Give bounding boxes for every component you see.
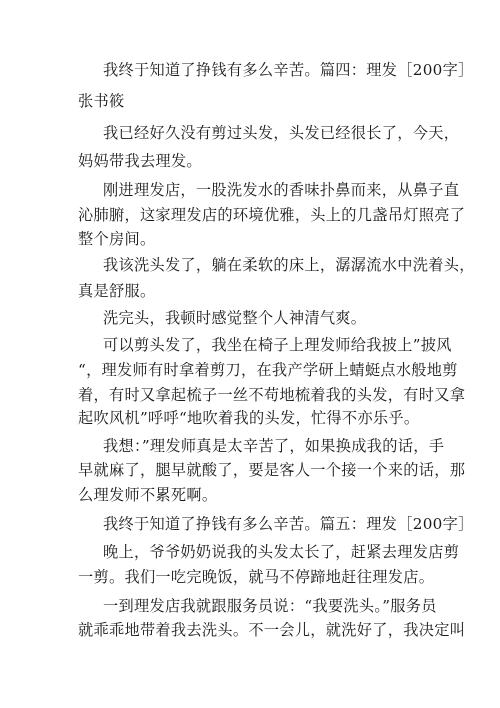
essay-title-four: 我终于知道了挣钱有多么辛苦。篇四：理发［200字］ xyxy=(103,61,474,79)
paragraph-line: 洗完头，我顿时感觉整个人神清气爽。 xyxy=(103,309,367,327)
paragraph-line: 早就麻了，腿早就酸了，要是客人一个接一个来的话，那 xyxy=(78,461,466,479)
essay-title-five: 我终于知道了挣钱有多么辛苦。篇五：理发［200字］ xyxy=(103,515,474,533)
paragraph-line: “，理发师有时拿着剪刀，在我产学研上蜻蜓点水般地剪 xyxy=(78,361,458,379)
author-name: 张书筱 xyxy=(78,92,125,110)
paragraph-line: 晚上，爷爷奶奶说我的头发太长了，赶紧去理发店剪 xyxy=(103,543,460,561)
paragraph-line: 起吹风机”呼呼“地吹着我的头发，忙得不亦乐乎。 xyxy=(78,409,420,427)
paragraph-line: 可以剪头发了，我坐在椅子上理发师给我披上”披风 xyxy=(103,336,452,354)
paragraph-line: 刚进理发店，一股洗发水的香味扑鼻而来，从鼻子直 xyxy=(103,181,460,199)
paragraph-line: 整个房间。 xyxy=(78,230,156,248)
paragraph-line: 么理发师不累死啊。 xyxy=(78,486,218,504)
paragraph-line: 一剪。我们一吃完晚饭，就马不停蹄地赶往理发店。 xyxy=(78,568,435,586)
paragraph-line: 着，有时又拿起梳子一丝不苟地梳着我的头发，有时又拿 xyxy=(78,386,466,404)
paragraph-line: 妈妈带我去理发。 xyxy=(78,152,202,170)
paragraph-line: 我该洗头发了，躺在柔软的床上，潺潺流水中洗着头， xyxy=(103,256,475,274)
paragraph-line: 真是舒服。 xyxy=(78,282,156,300)
paragraph-line: 一到理发店我就跟服务员说：“我要洗头。”服务员 xyxy=(103,597,437,615)
paragraph-line: 我想：”理发师真是太辛苦了，如果换成我的话，手 xyxy=(103,437,445,455)
paragraph-line: 就乖乖地带着我去洗头。不一会儿，就洗好了，我决定叫 xyxy=(78,621,466,639)
paragraph-line: 沁肺腑，这家理发店的环境优雅，头上的几盏吊灯照亮了 xyxy=(78,206,466,224)
paragraph-line: 我已经好久没有剪过头发，头发已经很长了，今天， xyxy=(103,124,460,142)
